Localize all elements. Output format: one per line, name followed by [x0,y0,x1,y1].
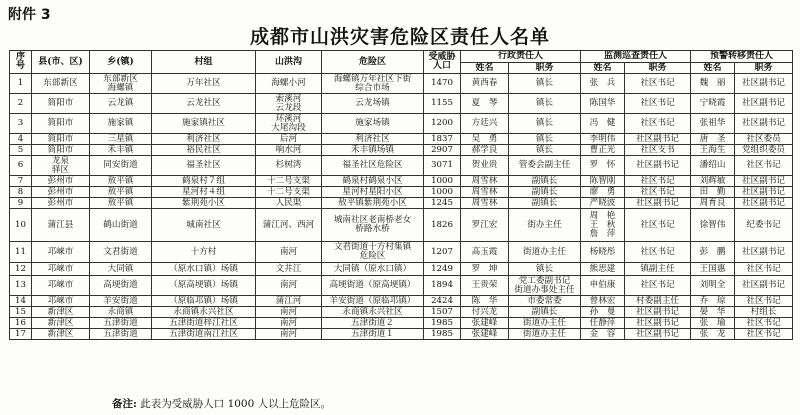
cell-pop: 1826 [424,209,461,242]
cell-monitor-post: 镇副主任 [625,263,691,276]
header-admin: 行政责任人 [461,51,581,63]
cell-pop: 3071 [424,156,461,176]
cell-gully: 环溪河 大尾沟段 [256,114,322,134]
cell-admin-post: 街办主任 [509,209,581,242]
cell-monitor-post: 社区书记 [625,209,691,242]
cell-town: 鹤山街道 [90,209,152,242]
table-row [10,198,793,209]
cell-admin-name: 郝学良 [461,145,509,156]
cell-gully: 十二号支渠 [256,187,322,198]
document-title: 成都市山洪灾害危险区责任人名单 [249,26,550,48]
header-seq: 序 号 [10,51,32,74]
cell-village: 星河村４组 [152,187,256,198]
cell-admin-name: 罗江宏 [461,209,509,242]
cell-monitor-post: 社区书记 [625,242,691,263]
cell-admin-name: 罗 坤 [461,263,509,276]
cell-gully: 南河 [256,307,322,318]
table-row [10,74,793,94]
cell-zone: 高埂街道（原高埂镇） [322,276,424,296]
cell-county: 新津区 [32,307,90,318]
cell-pop: 1894 [424,276,461,296]
cell-gully: 海螺小河 [256,74,322,94]
cell-warn-name: 潘绍山 [691,156,735,176]
cell-county: 邛崃市 [32,276,90,296]
cell-county: 新津区 [32,318,90,329]
cell-seq: 11 [10,242,32,263]
cell-seq: 5 [10,145,32,156]
cell-gully: 响水河 [256,145,322,156]
cell-zone: 敖平镇紫荆苑小区 [322,198,424,209]
cell-admin-name: 黄西春 [461,74,509,94]
table-row [10,134,793,145]
cell-town: 云龙镇 [90,94,152,114]
cell-monitor-post: 社区书记 [625,114,691,134]
cell-warn-name: 彭 鹏 [691,242,735,263]
cell-zone: 大同镇（原水口镇） [322,263,424,276]
cell-monitor-post: 社区书记 [625,74,691,94]
cell-admin-name: 周雪林 [461,198,509,209]
cell-warn-post: 社区副书记 [735,74,793,94]
table-row [10,156,793,176]
cell-town: 羊安街道 [90,296,152,307]
cell-warn-name: 田 勤 [691,187,735,198]
cell-seq: 17 [10,329,32,340]
cell-monitor-post: 社区书记 [625,187,691,198]
cell-village: 施家镇社区 [152,114,256,134]
cell-warn-post: 社区书记 [735,329,793,340]
cell-seq: 14 [10,296,32,307]
cell-zone: 五津街道１ [322,329,424,340]
table-row [10,145,793,156]
cell-monitor-name: 廖 勇 [581,187,625,198]
table-row [10,187,793,198]
cell-pop: 1837 [424,134,461,145]
cell-village: 五津街道梓江社区 [152,318,256,329]
cell-village: 城南社区 [152,209,256,242]
cell-admin-post: 副镇长 [509,187,581,198]
cell-monitor-name: 熊思建 [581,263,625,276]
cell-seq: 2 [10,94,32,114]
cell-county: 邛崃市 [32,296,90,307]
cell-monitor-post: 社区副书记 [625,198,691,209]
cell-warn-post: 社区副书记 [735,187,793,198]
header-monitor: 监测巡查责任人 [581,51,691,63]
cell-admin-post: 副镇长 [509,198,581,209]
cell-monitor-name: 周 艳 王 秋 詹 萍 [581,209,625,242]
cell-monitor-name: 冯 健 [581,114,625,134]
cell-town: 东部新区 海螺镇 [90,74,152,94]
cell-warn-post: 社区书记 [735,318,793,329]
cell-monitor-name: 杨晓彤 [581,242,625,263]
cell-county: 简阳市 [32,134,90,145]
cell-monitor-name: 金 容 [581,329,625,340]
cell-admin-post: 管委会副主任 [509,156,581,176]
cell-gully: 人民渠 [256,198,322,209]
cell-zone: 城南社区老南桥老女 桥路水桥 [322,209,424,242]
cell-monitor-post: 社区副书记 [625,134,691,145]
cell-warn-post: 村组长 [735,307,793,318]
cell-village: （原高埂镇）场镇 [152,276,256,296]
table-row [10,276,793,296]
cell-warn-post: 纪委书记 [735,209,793,242]
cell-monitor-name: 李明伟 [581,134,625,145]
cell-warn-name: 张 瑜 [691,318,735,329]
cell-monitor-name: 陈国华 [581,94,625,114]
cell-admin-name: 张建峰 [461,318,509,329]
table-row [10,242,793,263]
header-warn: 预警转移责任人 [691,51,793,63]
cell-pop: 1200 [424,114,461,134]
header-monitor-post: 职务 [625,63,691,74]
cell-warn-name: 王国惠 [691,263,735,276]
cell-zone: 利济社区 [322,134,424,145]
cell-warn-name: 刘辉敏 [691,176,735,187]
header-county: 县(市、区) [32,51,90,74]
cell-admin-name: 付兴龙 [461,307,509,318]
cell-village: 五津街道南江社区 [152,329,256,340]
cell-zone: 五津街道２ [322,318,424,329]
cell-admin-post: 镇长 [509,94,581,114]
cell-monitor-name: 陈智刚 [581,176,625,187]
table-row [10,209,793,242]
cell-county: 东部新区 [32,74,90,94]
cell-county: 彭州市 [32,176,90,187]
cell-warn-name: 王海生 [691,145,735,156]
cell-warn-post: 社区副书记 [735,242,793,263]
cell-zone: 福圣社区危险区 [322,156,424,176]
cell-gully: 后河 [256,134,322,145]
header-village: 村组 [152,51,256,74]
cell-town: 施家镇 [90,114,152,134]
table-row [10,114,793,134]
cell-monitor-name: 申伯康 [581,276,625,296]
cell-monitor-post: 社区支书 [625,145,691,156]
cell-seq: 13 [10,276,32,296]
cell-gully: 蒲江河、西河 [256,209,322,242]
cell-pop: 1985 [424,318,461,329]
header-zone: 危险区 [322,51,424,74]
cell-admin-post: 街道办主任 [509,318,581,329]
cell-gully: 南河 [256,242,322,263]
cell-pop: 1985 [424,329,461,340]
cell-admin-post: 副镇长 [509,307,581,318]
cell-town: 禾丰镇 [90,145,152,156]
cell-admin-post: 市委常委 [509,296,581,307]
cell-zone: 施家场镇 [322,114,424,134]
cell-county: 龙泉 驿区 [32,156,90,176]
cell-monitor-post: 社区书记 [625,276,691,296]
cell-zone: 羊安街道（原临邛镇） [322,296,424,307]
cell-admin-name: 张建峰 [461,329,509,340]
cell-county: 彭州市 [32,198,90,209]
header-warn-post: 职务 [735,63,793,74]
cell-town: 五津街道 [90,329,152,340]
table-body [10,74,793,340]
cell-warn-post: 社区委员 [735,134,793,145]
cell-warn-post: 社区副书记 [735,276,793,296]
cell-seq: 16 [10,318,32,329]
cell-admin-name: 贺业贵 [461,156,509,176]
cell-admin-post: 镇长 [509,145,581,156]
cell-monitor-name: 严晓波 [581,198,625,209]
table-row [10,263,793,276]
cell-admin-post: 街道办主任 [509,329,581,340]
cell-warn-post: 社区副书记 [735,114,793,134]
cell-pop: 1155 [424,94,461,114]
cell-county: 邛崃市 [32,263,90,276]
cell-zone: 星河村星阳小区 [322,187,424,198]
cell-monitor-name: 罗 怀 [581,156,625,176]
cell-warn-post: 社区书记 [735,296,793,307]
cell-admin-post: 镇长 [509,74,581,94]
cell-pop: 1249 [424,263,461,276]
cell-warn-name: 晏 华 [691,307,735,318]
cell-pop: 1507 [424,307,461,318]
cell-pop: 1245 [424,198,461,209]
responsibility-table [9,50,793,340]
cell-seq: 1 [10,74,32,94]
cell-village: 万年社区 [152,74,256,94]
cell-monitor-name: 张 兵 [581,74,625,94]
cell-seq: 3 [10,114,32,134]
cell-warn-post: 社区副书记 [735,176,793,187]
table-row [10,318,793,329]
cell-warn-name: 唐 圣 [691,134,735,145]
cell-monitor-name: 任静萍 [581,318,625,329]
cell-pop: 1000 [424,176,461,187]
cell-village: （原临邛镇）场镇 [152,296,256,307]
header-admin-name: 姓名 [461,63,509,74]
cell-admin-name: 吴 勇 [461,134,509,145]
cell-town: 大同镇 [90,263,152,276]
cell-seq: 8 [10,187,32,198]
cell-county: 简阳市 [32,94,90,114]
cell-pop: 1470 [424,74,461,94]
cell-county: 蒲江县 [32,209,90,242]
cell-town: 敖平镇 [90,176,152,187]
cell-village: 永商镇永兴社区 [152,307,256,318]
cell-admin-post: 镇长 [509,134,581,145]
cell-warn-post: 社区副书记 [735,198,793,209]
cell-monitor-post: 社区副书记 [625,318,691,329]
cell-monitor-post: 社区副书记 [625,307,691,318]
cell-admin-name: 周雪林 [461,187,509,198]
cell-warn-name: 周育良 [691,198,735,209]
cell-zone: 海螺镇万年社区下街 综合市场 [322,74,424,94]
cell-warn-post: 党组织委员 [735,145,793,156]
cell-gully: 杉树湾 [256,156,322,176]
cell-town: 文君街道 [90,242,152,263]
cell-town: 五津街道 [90,318,152,329]
cell-town: 同安街道 [90,156,152,176]
cell-admin-name: 高玉霞 [461,242,509,263]
cell-monitor-post: 社区书记 [625,176,691,187]
cell-county: 新津区 [32,329,90,340]
cell-admin-post: 党工委副书记 街道办事处主任 [509,276,581,296]
cell-seq: 6 [10,156,32,176]
cell-monitor-name: 孙 曼 [581,307,625,318]
cell-seq: 4 [10,134,32,145]
cell-village: 裕民社区 [152,145,256,156]
cell-county: 简阳市 [32,114,90,134]
cell-zone: 永商镇永兴社区 [322,307,424,318]
table-row [10,176,793,187]
cell-admin-post: 街道办主任 [509,242,581,263]
header-admin-post: 职务 [509,63,581,74]
cell-seq: 12 [10,263,32,276]
cell-gully: 文井江 [256,263,322,276]
cell-village: 鹤泉村７组 [152,176,256,187]
cell-admin-name: 夏 琴 [461,94,509,114]
cell-monitor-post: 村委副主任 [625,296,691,307]
cell-town: 敖平镇 [90,187,152,198]
cell-village: 十方村 [152,242,256,263]
cell-monitor-post: 社区副书记 [625,329,691,340]
cell-gully: 蒲江河 [256,296,322,307]
footnote [112,396,331,411]
cell-warn-post: 社区副书记 [735,94,793,114]
header-monitor-name: 姓名 [581,63,625,74]
cell-town: 永商镇 [90,307,152,318]
cell-gully: 十二号支渠 [256,176,322,187]
footnote-text: 此表为受威胁人口 1000 人以上危险区。 [140,398,332,410]
cell-admin-name: 周雪林 [461,176,509,187]
cell-pop: 2907 [424,145,461,156]
cell-monitor-post: 社区书记 [625,94,691,114]
cell-gully: 南河 [256,276,322,296]
cell-admin-name: 王贵荣 [461,276,509,296]
cell-village: 利济社区 [152,134,256,145]
table-row [10,307,793,318]
cell-warn-name: 魏 丽 [691,74,735,94]
cell-zone: 鹤泉村鹤泉小区 [322,176,424,187]
cell-warn-name: 张 龙 [691,329,735,340]
cell-village: 云龙社区 [152,94,256,114]
cell-county: 邛崃市 [32,242,90,263]
cell-warn-name: 张祖华 [691,114,735,134]
cell-admin-post: 镇长 [509,114,581,134]
cell-pop: 1207 [424,242,461,263]
cell-zone: 禾丰镇场镇 [322,145,424,156]
cell-warn-post: 社区书记 [735,156,793,176]
cell-gully: 南河 [256,329,322,340]
cell-seq: 7 [10,176,32,187]
cell-warn-post: 社区书记 [735,263,793,276]
cell-admin-name: 方廷兴 [461,114,509,134]
cell-county: 简阳市 [32,145,90,156]
cell-warn-name: 徐智伟 [691,209,735,242]
cell-village: 紫荆苑小区 [152,198,256,209]
cell-seq: 9 [10,198,32,209]
cell-town: 三星镇 [90,134,152,145]
cell-seq: 10 [10,209,32,242]
cell-monitor-name: 曹正光 [581,145,625,156]
cell-town: 敖平镇 [90,198,152,209]
cell-admin-post: 镇长 [509,263,581,276]
cell-warn-name: 乔 琼 [691,296,735,307]
cell-gully: 南河 [256,318,322,329]
cell-town: 高埂街道 [90,276,152,296]
cell-admin-post: 副镇长 [509,176,581,187]
cell-warn-name: 宁晓霞 [691,94,735,114]
cell-zone: 文君街道十方村集镇 危险区 [322,242,424,263]
cell-pop: 1000 [424,187,461,198]
header-pop: 受威胁 人口 [424,51,461,74]
cell-village: （原水口镇）场镇 [152,263,256,276]
cell-admin-name: 陈 华 [461,296,509,307]
header-town: 乡(镇) [90,51,152,74]
cell-warn-name: 刘明全 [691,276,735,296]
cell-monitor-name: 曾林宏 [581,296,625,307]
header-gully: 山洪沟 [256,51,322,74]
header-warn-name: 姓名 [691,63,735,74]
table-row [10,296,793,307]
cell-county: 彭州市 [32,187,90,198]
cell-monitor-post: 社区副书记 [625,156,691,176]
cell-village: 福圣社区 [152,156,256,176]
cell-seq: 15 [10,307,32,318]
cell-zone: 云龙场镇 [322,94,424,114]
cell-pop: 2424 [424,296,461,307]
footnote-label: 备注: [112,398,137,410]
annex-label: 附件 3 [8,7,51,23]
table-row [10,94,793,114]
cell-gully: 索溪河 云龙段 [256,94,322,114]
table-row [10,329,793,340]
